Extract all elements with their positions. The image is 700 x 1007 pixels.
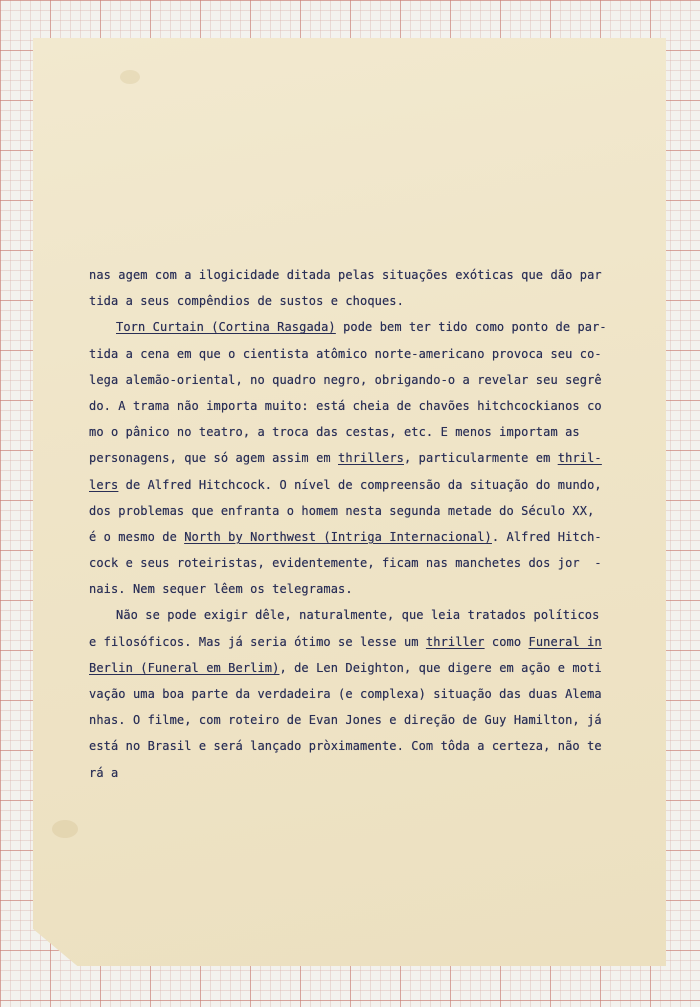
underlined-title: Funeral in: [528, 634, 602, 649]
text-segment: nhas. O filme, com roteiro de Evan Jones e direção de Guy Hamilton, já: [89, 713, 602, 728]
paper-stain: [120, 70, 140, 84]
text-line: [89, 550, 629, 576]
text-line: [89, 629, 629, 655]
text-segment: nas agem com a ilogicidade ditada pelas situações exóticas que dão par: [89, 268, 602, 282]
text-segment: Não se pode exigir dêle, naturalmente, que leia tratados políticos: [116, 608, 600, 623]
text-segment: de Alfred Hitchcock. O nível de compreensão da situação do mundo,: [118, 477, 602, 492]
text-line: [89, 367, 629, 393]
text-segment: é o mesmo de: [89, 529, 185, 544]
text-line: [89, 262, 629, 288]
underlined-title: Berlin (Funeral em Berlim): [89, 660, 280, 675]
text-segment: dos problemas que enfranta o homem nesta segunda metade do Século XX,: [89, 503, 595, 518]
underlined-title: thriller: [425, 634, 485, 649]
text-segment: está no Brasil e será lançado pròximamente. Com tôda a certeza, não te: [89, 739, 602, 754]
underlined-title: lers: [89, 477, 119, 492]
underlined-title: thrillers: [338, 451, 404, 466]
text-segment: cock e seus roteiristas, evidentemente, ficam nas manchetes dos jor -: [89, 556, 602, 571]
text-line: [89, 314, 629, 340]
underlined-title: North by Northwest (Intriga Internacional): [184, 529, 492, 544]
text-line: [89, 681, 629, 707]
text-line: [89, 393, 629, 419]
text-line: [89, 576, 629, 602]
text-line: [89, 472, 629, 498]
text-line: [89, 445, 629, 471]
text-line: [89, 524, 629, 550]
text-line: [89, 733, 629, 759]
text-segment: rá a: [89, 765, 119, 780]
paper-stain: [52, 820, 78, 838]
text-segment: , de Len Deighton, que digere em ação e moti: [279, 660, 602, 675]
text-segment: . Alfred Hitch-: [491, 529, 602, 544]
underlined-title: Torn Curtain (Cortina Rasgada): [116, 320, 336, 335]
text-segment: do. A trama não importa muito: está cheia de chavões hitchcockianos co: [89, 398, 602, 413]
underlined-title: thril-: [557, 451, 602, 466]
text-line: [89, 707, 629, 733]
text-line: [89, 419, 629, 445]
text-segment: mo o pânico no teatro, a troca das cestas, etc. E menos importam as: [89, 425, 580, 440]
text-segment: vação uma boa parte da verdadeira (e complexa) situação das duas Alema: [89, 687, 602, 701]
text-segment: como: [484, 634, 529, 649]
text-segment: lega alemão-oriental, no quadro negro, obrigando-o a revelar seu segrê: [89, 372, 602, 387]
text-line: [89, 341, 629, 367]
text-segment: e filosóficos. Mas já seria ótimo se lesse um: [89, 634, 426, 649]
typed-text-block: [89, 262, 629, 786]
text-line: [89, 655, 629, 681]
text-line: [89, 602, 629, 628]
text-segment: nais. Nem sequer lêem os telegramas.: [89, 582, 353, 597]
text-segment: tida a cena em que o cientista atômico norte-americano provoca seu co-: [89, 346, 602, 361]
text-segment: , particularmente em: [403, 451, 558, 466]
text-segment: tida a seus compêndios de sustos e choques.: [89, 294, 404, 309]
text-line: [89, 288, 629, 314]
text-line: [89, 760, 629, 786]
text-line: [89, 498, 629, 524]
text-segment: personagens, que só agem assim em: [89, 451, 339, 466]
text-segment: pode bem ter tido como ponto de par-: [335, 320, 607, 335]
